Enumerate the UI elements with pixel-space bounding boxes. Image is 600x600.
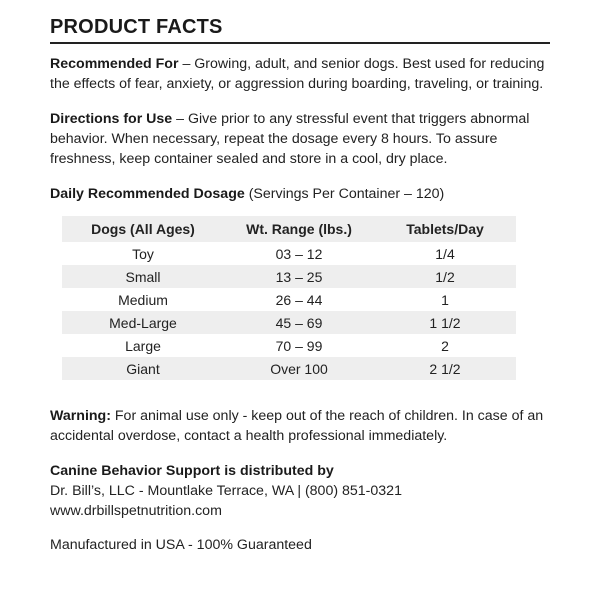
distributor-website: www.drbillspetnutrition.com (50, 503, 222, 519)
tablets-cell: 1 1/2 (374, 311, 516, 334)
tablets-cell: 1/2 (374, 265, 516, 288)
recommended-for-paragraph (50, 54, 550, 94)
column-header-dogs: Dogs (All Ages) (62, 216, 224, 242)
tablets-cell: 1/4 (435, 245, 455, 262)
dog-size-cell: Large (125, 337, 161, 354)
column-header-tablets: Tablets/Day (374, 216, 516, 242)
dosage-table (62, 216, 516, 380)
manufactured-note: Manufactured in USA - 100% Guaranteed (50, 537, 312, 553)
dosage-label: Daily Recommended Dosage (50, 186, 245, 202)
weight-range-cell: 26 – 44 (275, 291, 323, 308)
weight-range-cell: 45 – 69 (224, 311, 374, 334)
table-row (62, 288, 516, 311)
column-header-weight: Wt. Range (lbs.) (224, 216, 374, 242)
table-row (62, 242, 516, 265)
table-row (62, 265, 516, 288)
distributor-address: Dr. Bill’s, LLC - Mountlake Terrace, WA | (800) 851-0321 (50, 483, 402, 499)
warning-label: Warning: (50, 408, 111, 424)
warning-paragraph (50, 406, 550, 446)
tablets-cell: 2 1/2 (374, 357, 516, 380)
table-row (62, 311, 516, 334)
warning-text: For animal use only - keep out of the reach of children. In case of an accidental overdose, contact a health professional immediately. (50, 408, 544, 444)
tablets-cell: 1 (441, 291, 449, 308)
section-heading: PRODUCT FACTS (50, 16, 550, 44)
directions-paragraph (50, 109, 550, 169)
recommended-for-text: – Growing, adult, and senior dogs. Best used for reducing the effects of fear, anxiety, or aggression during boarding, traveling, or training. (50, 56, 545, 92)
directions-label: Directions for Use (50, 111, 173, 127)
dosage-heading (50, 184, 550, 204)
table-row (62, 357, 516, 380)
dog-size-cell: Toy (132, 245, 154, 262)
weight-range-cell: Over 100 (224, 357, 374, 380)
dog-size-cell: Giant (62, 357, 224, 380)
servings-text: (Servings Per Container – 120) (244, 186, 445, 202)
dosage-table-header (62, 216, 516, 242)
weight-range-cell: 03 – 12 (275, 245, 323, 262)
recommended-for-label: Recommended For (50, 56, 179, 72)
weight-range-cell: 13 – 25 (224, 265, 374, 288)
directions-text: – Give prior to any stressful event that triggers abnormal behavior. When necessary, repeat the dosage every 8 hours. To assure freshness, keep container sealed and store in a cool, dry place. (50, 111, 530, 167)
dog-size-cell: Small (62, 265, 224, 288)
table-row (62, 334, 516, 357)
product-facts-panel (50, 16, 550, 555)
distributor-title (50, 461, 550, 481)
weight-range-cell: 70 – 99 (275, 337, 323, 354)
distributor-block (50, 461, 550, 521)
tablets-cell: 2 (441, 337, 449, 354)
dog-size-cell: Med-Large (62, 311, 224, 334)
dog-size-cell: Medium (118, 291, 168, 308)
distributor-title-text: Canine Behavior Support is distributed by (50, 463, 334, 479)
